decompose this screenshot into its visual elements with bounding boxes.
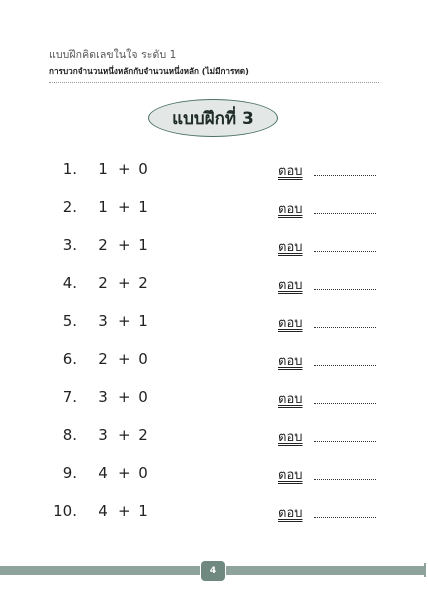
problem-number: 5. — [62, 312, 77, 330]
problem-row — [0, 502, 428, 524]
footer-bar-right — [226, 566, 424, 575]
operator: + — [118, 274, 131, 292]
operand-b: 2 — [138, 274, 148, 292]
operand-b: 0 — [138, 388, 148, 406]
answer-label: ตอบ — [278, 506, 303, 521]
problem-number: 1. — [62, 160, 77, 178]
operand-b: 1 — [138, 198, 148, 216]
answer-label: ตอบ — [278, 392, 303, 407]
operand-a: 2 — [98, 236, 108, 254]
worksheet-subtitle: การบวกจำนวนหนึ่งหลักกับจำนวนหนึ่งหลัก (ไม่มีการทด) — [49, 66, 249, 76]
problem-row — [0, 388, 428, 410]
answer-label: ตอบ — [278, 430, 303, 445]
answer-label: ตอบ — [278, 316, 303, 331]
operand-b: 1 — [138, 236, 148, 254]
problem-row — [0, 198, 428, 220]
answer-label: ตอบ — [278, 164, 303, 179]
answer-blank[interactable] — [314, 517, 376, 518]
operator: + — [118, 350, 131, 368]
problem-number: 10. — [53, 502, 77, 520]
answer-blank[interactable] — [314, 365, 376, 366]
operator: + — [118, 388, 131, 406]
problem-number: 8. — [62, 426, 77, 444]
operator: + — [118, 236, 131, 254]
operand-a: 2 — [98, 350, 108, 368]
problem-number: 2. — [62, 198, 77, 216]
problem-number: 4. — [62, 274, 77, 292]
problem-number: 6. — [62, 350, 77, 368]
operand-b: 1 — [138, 312, 148, 330]
footer-bar-left — [0, 566, 200, 575]
answer-label: ตอบ — [278, 354, 303, 369]
answer-label: ตอบ — [278, 202, 303, 217]
operator: + — [118, 464, 131, 482]
operand-b: 0 — [138, 160, 148, 178]
answer-blank[interactable] — [314, 251, 376, 252]
answer-blank[interactable] — [314, 327, 376, 328]
answer-label: ตอบ — [278, 468, 303, 483]
operand-a: 4 — [98, 464, 108, 482]
page-number-badge: 4 — [201, 561, 225, 581]
operand-b: 2 — [138, 426, 148, 444]
operator: + — [118, 198, 131, 216]
answer-blank[interactable] — [314, 441, 376, 442]
problem-row — [0, 312, 428, 334]
problem-row — [0, 274, 428, 296]
answer-blank[interactable] — [314, 289, 376, 290]
answer-blank[interactable] — [314, 403, 376, 404]
operand-a: 2 — [98, 274, 108, 292]
operand-b: 0 — [138, 464, 148, 482]
answer-blank[interactable] — [314, 479, 376, 480]
answer-label: ตอบ — [278, 278, 303, 293]
problem-number: 3. — [62, 236, 77, 254]
exercise-title-badge: แบบฝึกที่ 3 — [148, 99, 278, 137]
operator: + — [118, 312, 131, 330]
problem-number: 7. — [62, 388, 77, 406]
operand-a: 1 — [98, 160, 108, 178]
operand-a: 1 — [98, 198, 108, 216]
operator: + — [118, 160, 131, 178]
operand-a: 3 — [98, 312, 108, 330]
answer-blank[interactable] — [314, 175, 376, 176]
operand-a: 3 — [98, 426, 108, 444]
problem-row — [0, 350, 428, 372]
series-title: แบบฝึกคิดเลขในใจ ระดับ 1 — [49, 49, 177, 61]
problem-row — [0, 426, 428, 448]
problem-row — [0, 236, 428, 258]
answer-label: ตอบ — [278, 240, 303, 255]
operand-a: 3 — [98, 388, 108, 406]
problem-row — [0, 464, 428, 486]
problem-row — [0, 160, 428, 182]
operand-b: 0 — [138, 350, 148, 368]
operand-b: 1 — [138, 502, 148, 520]
operator: + — [118, 502, 131, 520]
problem-number: 9. — [62, 464, 77, 482]
operand-a: 4 — [98, 502, 108, 520]
footer-end-tick — [424, 563, 426, 577]
answer-blank[interactable] — [314, 213, 376, 214]
operator: + — [118, 426, 131, 444]
